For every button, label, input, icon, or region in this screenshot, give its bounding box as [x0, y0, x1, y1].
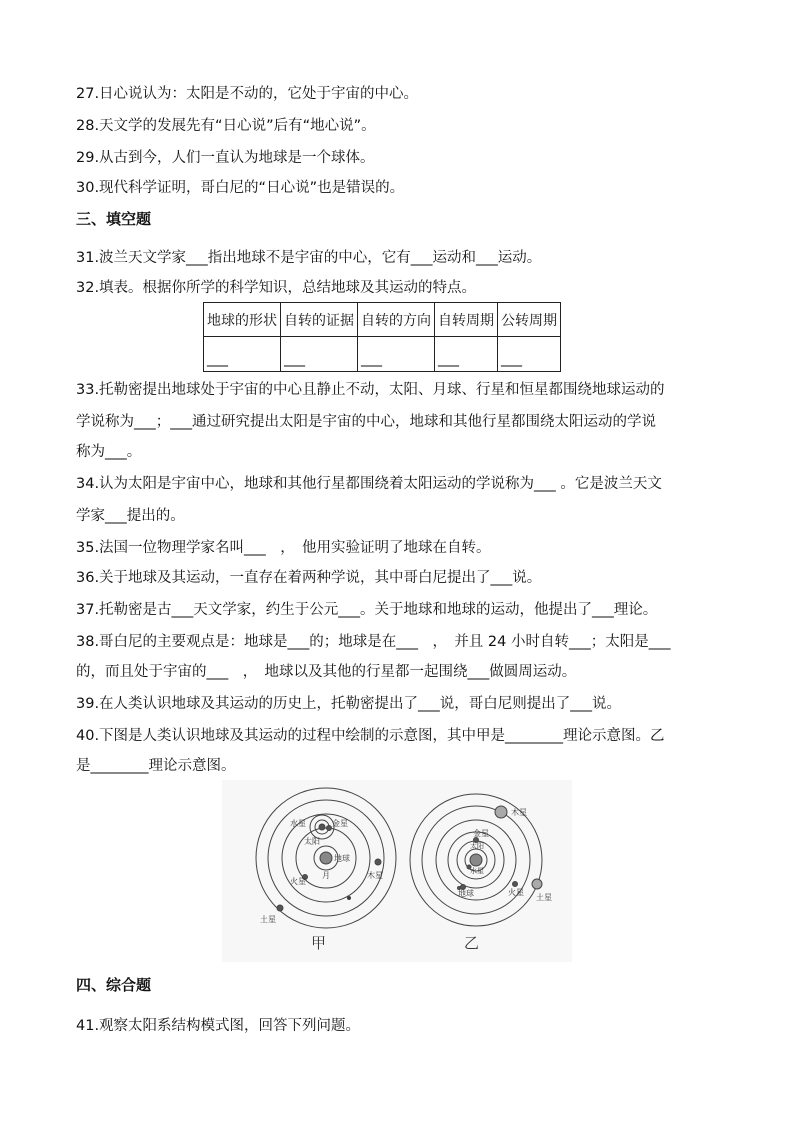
table-header-row — [204, 303, 561, 337]
question-29: 29.从古到今，人们一直认为地球是一个球体。 — [76, 150, 375, 166]
question-40-line-1: 40.下图是人类认识地球及其运动的过程中绘制的示意图，其中甲是________理论示意图。乙 — [76, 728, 665, 744]
table-blank-cell: ___ — [435, 337, 498, 372]
question-32: 32.填表。根据你所学的科学知识，总结地球及其运动的特点。 — [76, 280, 477, 296]
question-40-line-2: 是________理论示意图。 — [76, 758, 236, 774]
table-blank-cell: ___ — [498, 337, 561, 372]
label-mars: 火星 — [290, 877, 306, 886]
question-27: 27.日心说认为：太阳是不动的，它处于宇宙的中心。 — [76, 86, 419, 102]
table-blank-cell: ___ — [281, 337, 358, 372]
label-venus-right: 金星 — [473, 829, 489, 838]
question-31: 31.波兰天文学家___指出地球不是宇宙的中心，它有___运动和___运动。 — [76, 250, 542, 266]
label-mercury-right: 水星 — [470, 867, 484, 875]
table-header-cell: 自转的方向 — [358, 303, 435, 337]
label-earth-right: 地球 — [458, 889, 474, 898]
question-34-line-1: 34.认为太阳是宇宙中心，地球和其他行星都围绕着太阳运动的学说称为___ 。它是波兰天文 — [76, 476, 662, 492]
table-header-cell: 公转周期 — [498, 303, 561, 337]
question-33-line-3: 称为___。 — [76, 444, 142, 460]
table-header-cell: 自转周期 — [435, 303, 498, 337]
question-36: 36.关于地球及其运动，一直存在着两种学说，其中哥白尼提出了___说。 — [76, 570, 542, 586]
section-heading-comprehensive: 四、综合题 — [76, 976, 152, 994]
label-earth: 地球 — [334, 854, 350, 863]
question-34-line-2: 学家___提出的。 — [76, 508, 185, 524]
geocentric-model — [256, 788, 396, 928]
label-saturn: 土星 — [260, 915, 276, 924]
question-33-line-2: 学说称为___；___通过研究提出太阳是宇宙的中心，地球和其他行星都围绕太阳运动的学说 — [76, 414, 656, 430]
label-mercury: 水星 — [290, 819, 306, 828]
table-blank-cell: ___ — [204, 337, 281, 372]
question-39: 39.在人类认识地球及其运动的历史上，托勒密提出了___说，哥白尼则提出了___说。 — [76, 696, 622, 712]
label-saturn-right: 土星 — [536, 893, 552, 902]
label-venus: 金星 — [332, 819, 348, 828]
label-mars-right: 火星 — [508, 888, 524, 897]
label-sun-right: 太阳 — [470, 842, 484, 850]
figure-caption-jia: 甲 — [311, 934, 327, 952]
question-38-line-1: 38.哥白尼的主要观点是：地球是___的；地球是在___ ， 并且 24 小时自转___；太阳是___ — [76, 634, 671, 650]
table-blank-cell: ___ — [358, 337, 435, 372]
question-41: 41.观察太阳系结构模式图，回答下列问题。 — [76, 1018, 361, 1034]
solar-models-figure — [222, 780, 572, 962]
summary-table — [203, 302, 561, 372]
question-35: 35.法国一位物理学家名叫___ ， 他用实验证明了地球在自转。 — [76, 540, 491, 556]
figure-caption-yi: 乙 — [464, 934, 480, 952]
table-header-cell: 地球的形状 — [204, 303, 281, 337]
question-30: 30.现代科学证明，哥白尼的“日心说”也是错误的。 — [76, 180, 405, 196]
question-28: 28.天文学的发展先有“日心说”后有“地心说”。 — [76, 118, 376, 134]
label-jupiter: 木星 — [367, 871, 383, 880]
table-row — [204, 337, 561, 372]
question-37: 37.托勒密是古___天文学家，约生于公元___。关于地球和地球的运动，他提出了___理论。 — [76, 602, 658, 618]
label-jupiter-right: 木星 — [511, 808, 527, 817]
table-header-cell: 自转的证据 — [281, 303, 358, 337]
label-moon: 月 — [322, 871, 330, 880]
section-heading-fill-in: 三、填空题 — [76, 210, 152, 228]
solar-models-diagram — [222, 780, 572, 962]
question-33-line-1: 33.托勒密提出地球处于宇宙的中心且静止不动，太阳、月球、行星和恒星都围绕地球运动的 — [76, 382, 665, 398]
question-38-line-2: 的，而且处于宇宙的___ ， 地球以及其他的行星都一起围绕___做圆周运动。 — [76, 664, 577, 680]
label-sun: 太阳 — [304, 837, 320, 846]
